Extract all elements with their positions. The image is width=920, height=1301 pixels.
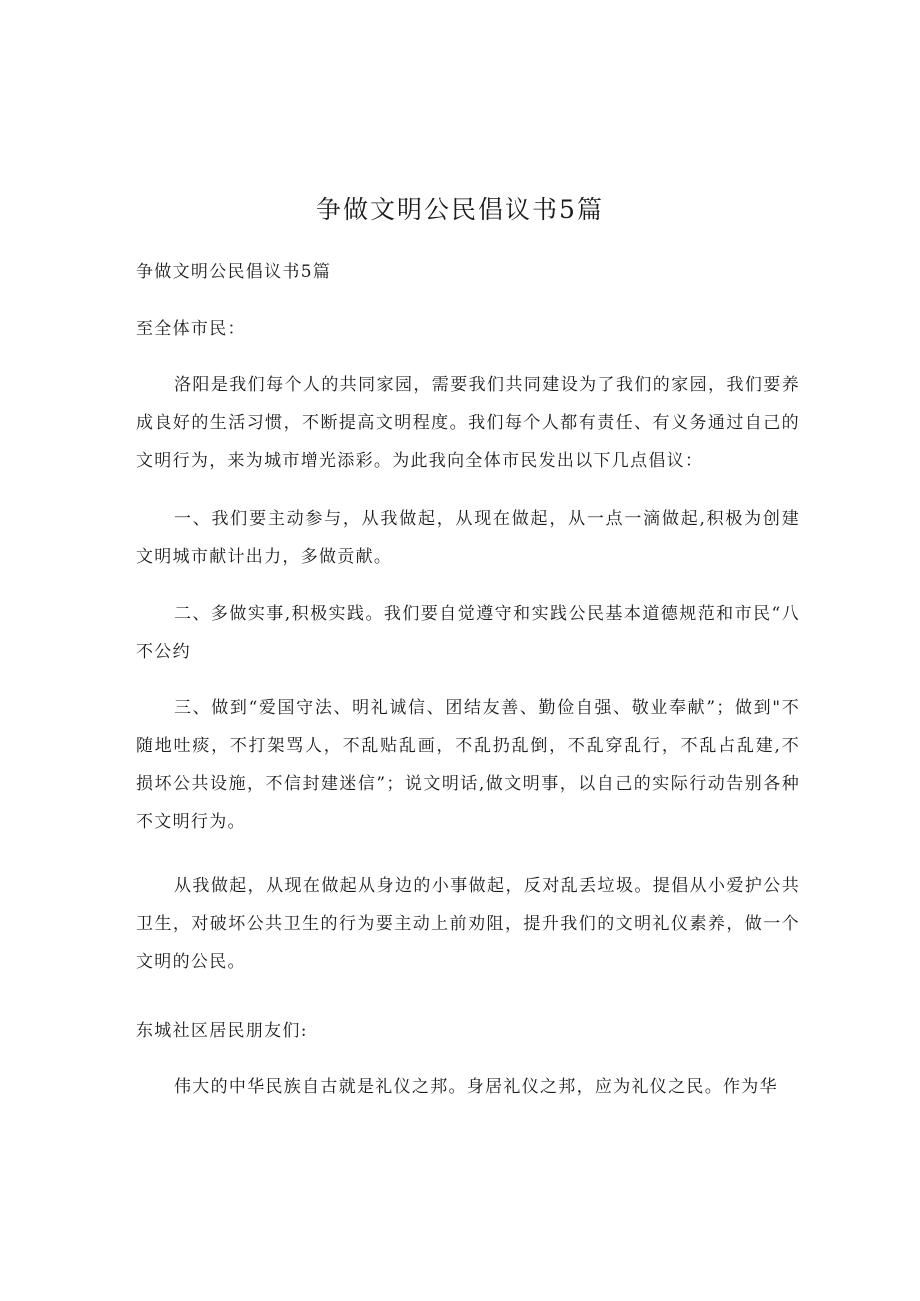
salutation-citizens: 至全体市民： bbox=[136, 319, 246, 339]
paragraph-proposal-2: 二、多做实事,积极实践。我们要自觉遵守和实践公民基本道德规范和市民“八不公约 bbox=[136, 604, 800, 662]
salutation-residents: 东城社区居民朋友们: bbox=[136, 1021, 308, 1041]
document-subtitle: 争做文明公民倡议书5篇 bbox=[136, 262, 332, 282]
document-title: 争做文明公民倡议书5篇 bbox=[316, 195, 604, 224]
paragraph-closing: 伟大的中华民族自古就是礼仪之邦。身居礼仪之邦，应为礼仪之民。作为华 bbox=[174, 1077, 778, 1097]
paragraph-proposal-1: 一、我们要主动参与，从我做起，从现在做起，从一点一滴做起,积极为创建文明城市献计出力，多做贡献。 bbox=[136, 509, 800, 567]
paragraph-proposal-3: 三、做到“爱国守法、明礼诚信、团结友善、勤俭自强、敬业奉献”；做到"不随地吐痰，不打架骂人，不乱贴乱画，不乱扔乱倒，不乱穿乱行，不乱占乱建,不损坏公共设施，不信封建迷信”；说文明话,做文明事，以自己的实际行动告别各种不文明行为。 bbox=[136, 698, 800, 832]
paragraph-intro: 洛阳是我们每个人的共同家园，需要我们共同建设为了我们的家园，我们要养成良好的生活习惯，不断提高文明程度。我们每个人都有责任、有义务通过自己的文明行为，来为城市增光添彩。为此我向全体市民发出以下几点倡议： bbox=[136, 375, 800, 471]
paragraph-start-from-me: 从我做起，从现在做起从身边的小事做起，反对乱丢垃圾。提倡从小爱护公共卫生，对破坏公共卫生的行为要主动上前劝阻，提升我们的文明礼仪素养，做一个文明的公民。 bbox=[136, 876, 800, 972]
